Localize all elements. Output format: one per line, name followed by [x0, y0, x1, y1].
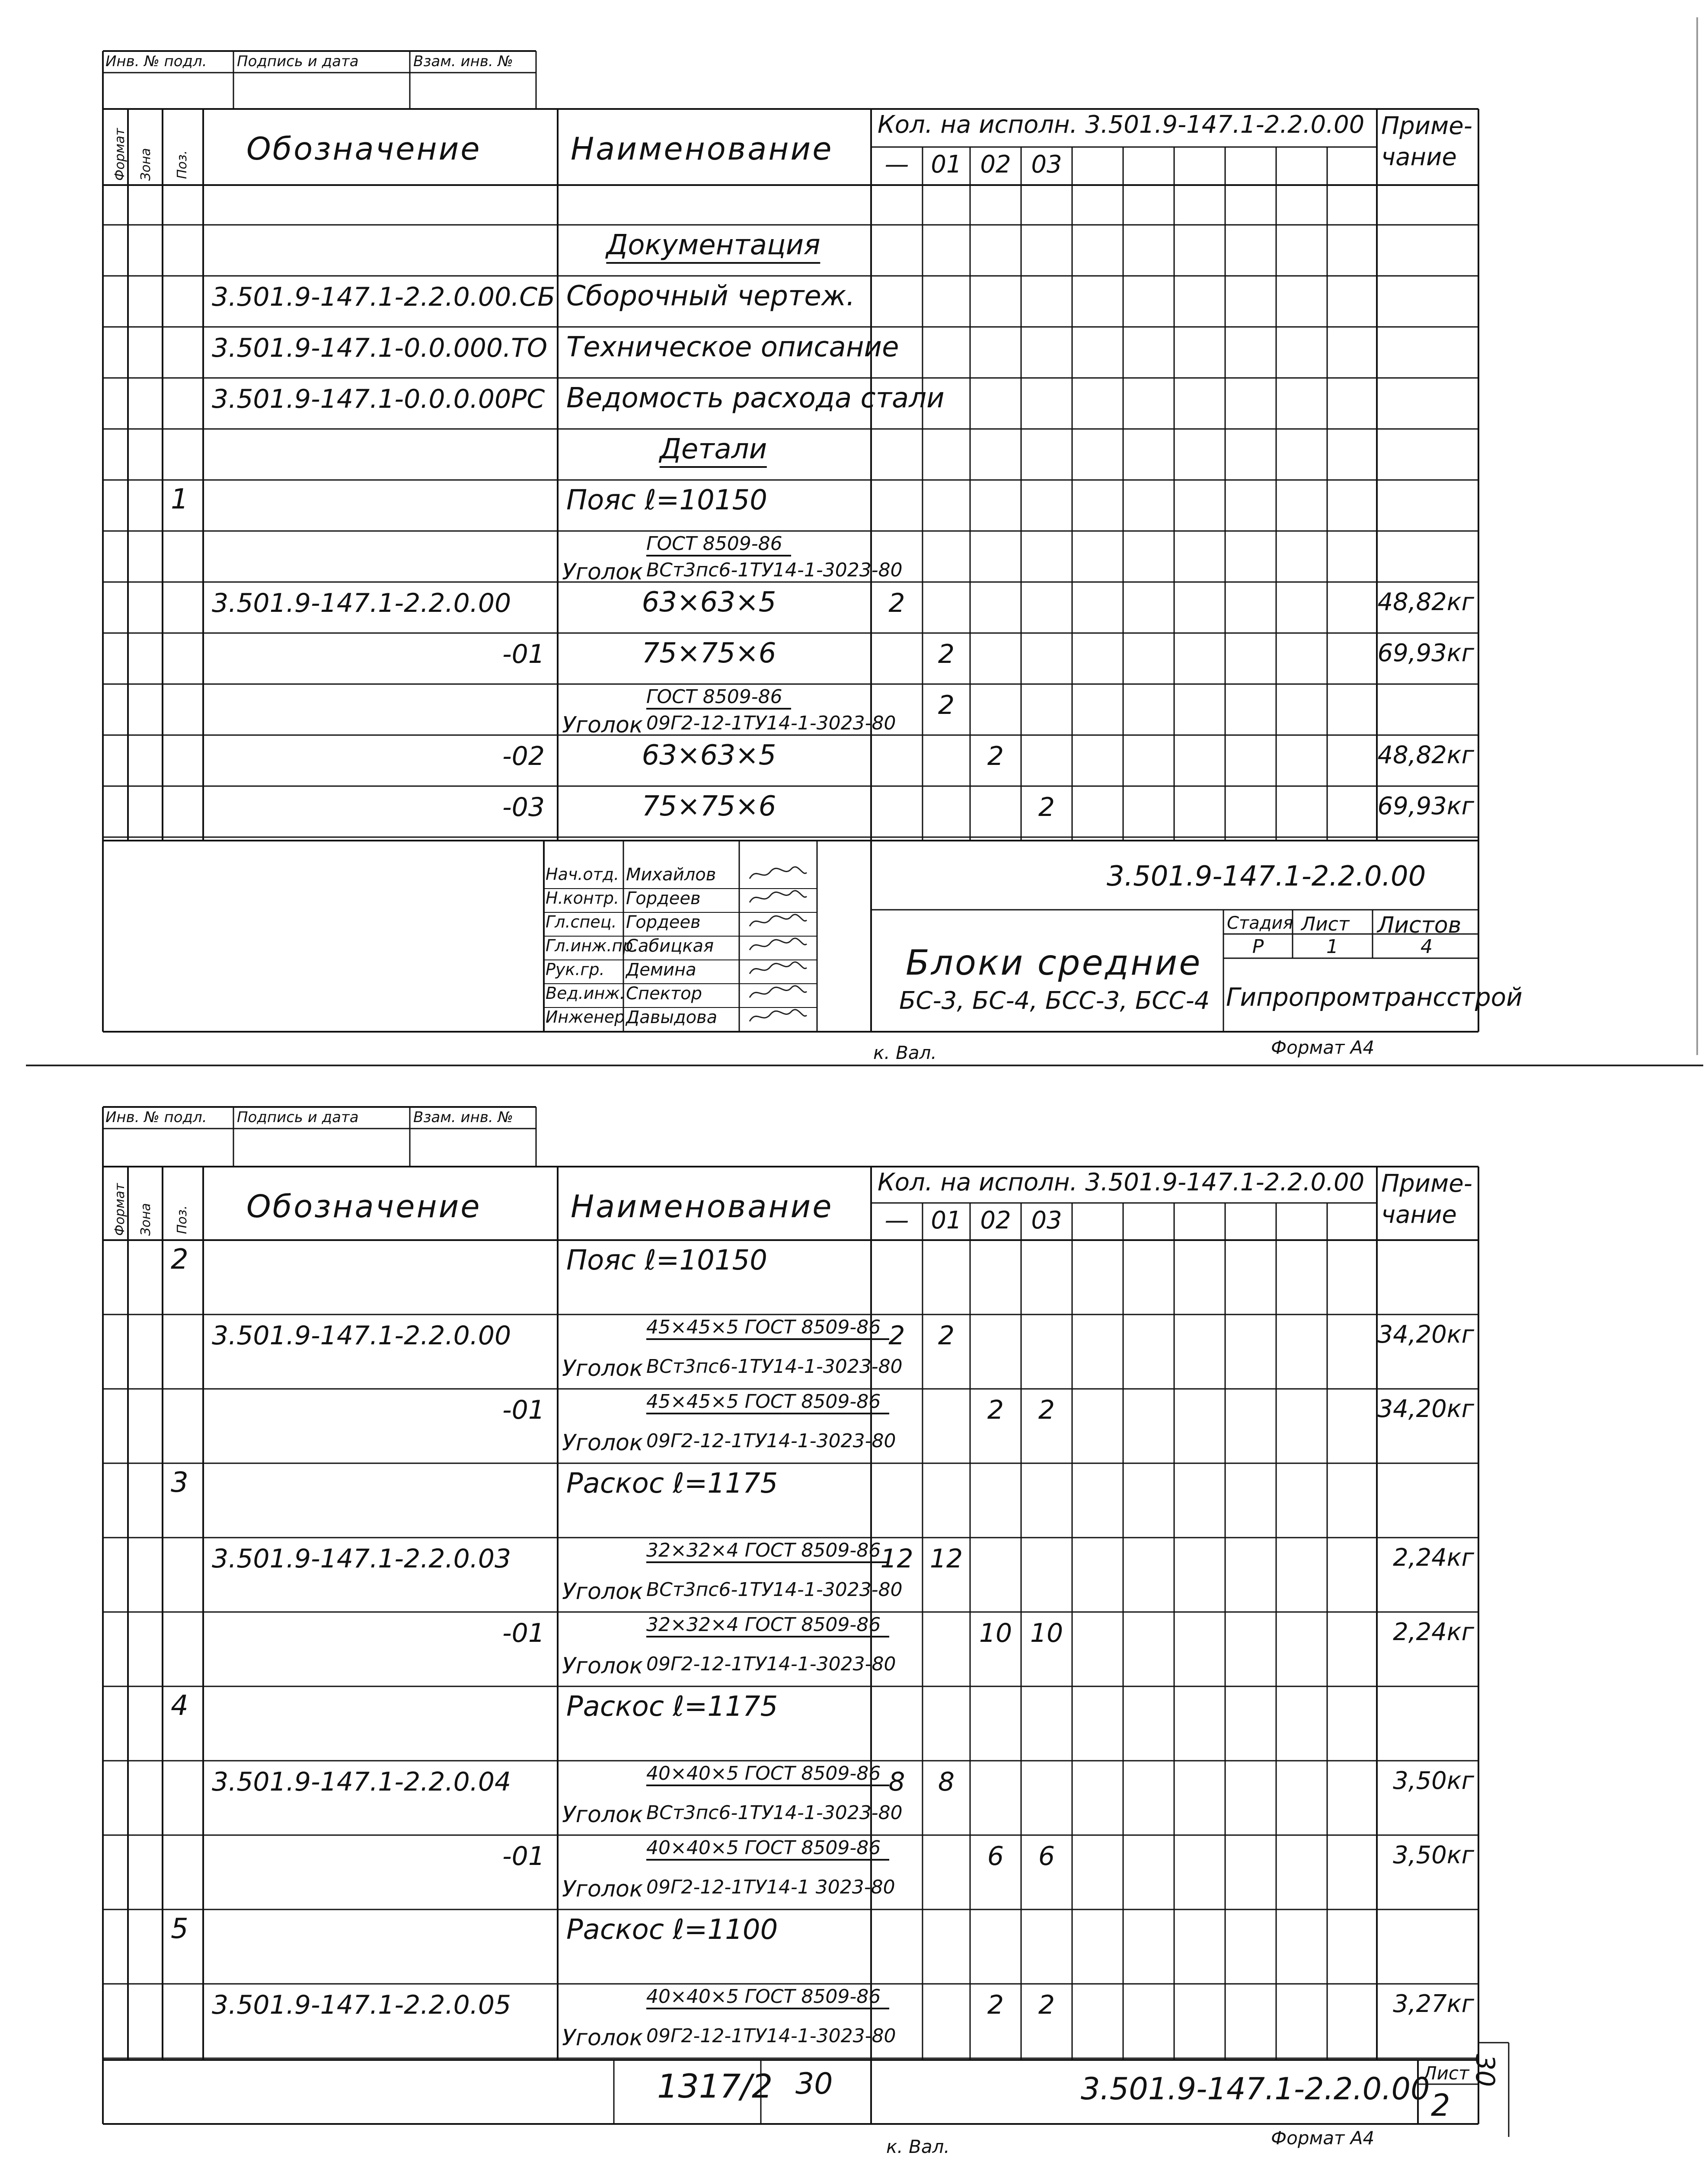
row-gost: 32×32×4 ГОСТ 8509-86	[646, 1539, 889, 1563]
stamp-listov: 4	[1421, 936, 1433, 958]
row-poz: 5	[171, 1913, 188, 1945]
row-mass: 2,24кг	[1393, 1618, 1474, 1646]
row-qty-k1: 12	[929, 1544, 963, 1574]
row-oboznachenie: 3.501.9-147.1-0.0.0.00РС	[212, 384, 545, 414]
strip-inv-podl: Инв. № подл.	[105, 1109, 207, 1126]
row-qty-k3: 6	[1038, 1841, 1055, 1871]
row-oboznachenie: -02	[502, 741, 545, 771]
hdr-kol-col-1: 01	[931, 1206, 962, 1235]
row-oboznachenie: 3.501.9-147.1-2.2.0.00	[212, 1321, 511, 1351]
stamp-stadia-label: Стадия	[1227, 913, 1293, 933]
sheet-1	[0, 0, 1708, 1072]
stamp-list: 2	[1431, 2088, 1450, 2123]
row-steel: 09Г2-12-1ТУ14-1-3023-80	[646, 2024, 896, 2047]
row-naimenovanie: 63×63×5	[642, 586, 776, 618]
hdr-kol-col-3: 03	[1031, 150, 1062, 179]
row-qty-k0: 2	[888, 588, 905, 618]
row-mass: 69,93кг	[1377, 792, 1474, 820]
row-naimenovanie: Детали	[660, 433, 767, 468]
hdr-primechanie: Приме- чание	[1381, 112, 1472, 171]
side-page-number: 30	[1470, 2054, 1500, 2087]
stamp-role: Нач.отд.	[546, 865, 619, 884]
stamp-role: Рук.гр.	[546, 960, 605, 979]
row-steel: ВСт3пс6-1ТУ14-1-3023-80	[646, 1578, 903, 1601]
hdr-format: Формат	[112, 1183, 128, 1236]
hdr-format: Формат	[112, 128, 128, 181]
row-ugolok: Уголок	[562, 1355, 643, 1382]
sheet-2	[0, 1090, 1708, 2162]
row-gost: 40×40×5 ГОСТ 8509-86	[646, 1986, 889, 2009]
row-qty-k0: 2	[888, 1321, 905, 1351]
row-oboznachenie: 3.501.9-147.1-2.2.0.00.СБ	[212, 282, 555, 312]
signature	[748, 983, 808, 1007]
row-mass: 48,82кг	[1377, 741, 1474, 769]
stamp-doc-number: 3.501.9-147.1-2.2.0.00	[1081, 2071, 1430, 2107]
row-oboznachenie: 3.501.9-147.1-2.2.0.05	[212, 1990, 511, 2020]
row-mass: 48,82кг	[1377, 588, 1474, 616]
stamp-list: 1	[1326, 936, 1338, 958]
row-naimenovanie: 75×75×6	[642, 790, 776, 822]
stamp-subtitle: БС-3, БС-4, БСС-3, БСС-4	[899, 987, 1210, 1015]
format-label: Формат А4	[1271, 2127, 1375, 2149]
stamp-role: Гл.спец.	[546, 912, 617, 931]
row-qty-k2: 2	[987, 1990, 1004, 2020]
row-qty-k2: 6	[987, 1841, 1004, 1871]
row-mass: 2,24кг	[1393, 1544, 1474, 1572]
spec-layer-1	[0, 0, 1708, 1072]
row-qty-k3: 2	[1038, 1990, 1055, 2020]
row-ugolok: Уголок	[562, 1801, 643, 1828]
row-mass: 34,20кг	[1377, 1395, 1474, 1423]
row-steel: 09Г2-12-1ТУ14-1-3023-80	[646, 1430, 896, 1452]
row-qty-k1: 2	[938, 690, 955, 720]
row-naimenovanie: Раскос ℓ=1175	[566, 1691, 778, 1723]
row-oboznachenie: 3.501.9-147.1-0.0.000.ТО	[212, 333, 548, 363]
strip-vzam: Взам. инв. №	[413, 53, 513, 70]
row-qty-k3: 10	[1030, 1618, 1063, 1648]
row-ugolok: Уголок	[562, 1578, 643, 1605]
row-qty-k2: 2	[987, 741, 1004, 771]
signature	[748, 935, 808, 959]
stamp-role: Инженер	[546, 1007, 625, 1027]
spec-layer-2	[0, 1090, 1708, 2162]
stamp-listov-label: Листов	[1377, 912, 1462, 938]
stamp-list-label: Лист	[1423, 2063, 1469, 2084]
signature	[748, 911, 808, 935]
row-mass: 3,50кг	[1393, 1841, 1474, 1869]
stamp-org: Гипропромтрансстрой	[1226, 982, 1523, 1012]
hdr-kol-title: Кол. на исполн. 3.501.9-147.1-2.2.0.00	[878, 111, 1365, 139]
row-mass: 69,93кг	[1377, 639, 1474, 667]
hdr-poz: Поз.	[175, 150, 190, 179]
row-steel: ВСт3пс6-1ТУ14-1-3023-80	[646, 559, 903, 581]
hdr-kol-col-1: 01	[931, 150, 962, 179]
hdr-oboznachenie: Обозначение	[246, 1188, 482, 1225]
row-naimenovanie: Пояс ℓ=10150	[566, 1244, 767, 1276]
row-naimenovanie: Техническое описание	[566, 331, 899, 363]
row-poz: 2	[171, 1244, 188, 1276]
hdr-zona: Зона	[138, 1203, 153, 1236]
stamp-page-number: 30	[795, 2067, 833, 2101]
signature	[748, 959, 808, 983]
stamp-name: Демина	[626, 960, 696, 980]
stamp-doc-number: 3.501.9-147.1-2.2.0.00	[1107, 860, 1426, 892]
row-mass: 34,20кг	[1377, 1321, 1474, 1349]
stamp-role: Вед.инж.	[546, 984, 625, 1003]
row-oboznachenie: -03	[502, 792, 545, 822]
row-oboznachenie: -01	[502, 1618, 545, 1648]
row-qty-k3: 2	[1038, 1395, 1055, 1425]
row-gost: 40×40×5 ГОСТ 8509-86	[646, 1762, 889, 1786]
page-right-edge	[1696, 17, 1698, 1055]
row-ugolok: Уголок	[562, 1876, 643, 1902]
hdr-naimenovanie: Наименование	[571, 1188, 833, 1225]
stamp-stadia: Р	[1252, 936, 1264, 958]
hdr-poz: Поз.	[175, 1205, 190, 1234]
hdr-zona: Зона	[138, 148, 153, 181]
row-steel: ВСт3пс6-1ТУ14-1-3023-80	[646, 1355, 903, 1378]
stamp-list-label: Лист	[1301, 913, 1350, 935]
stamp-title: Блоки средние	[906, 943, 1202, 983]
hdr-primechanie: Приме- чание	[1381, 1170, 1472, 1229]
row-naimenovanie: Раскос ℓ=1100	[566, 1914, 778, 1946]
row-mass: 3,27кг	[1393, 1990, 1474, 2018]
row-steel: ВСт3пс6-1ТУ14-1-3023-80	[646, 1801, 903, 1824]
row-mass: 3,50кг	[1393, 1767, 1474, 1795]
hdr-kol-col-3: 03	[1031, 1206, 1062, 1235]
row-oboznachenie: -01	[502, 1841, 545, 1871]
row-gost: 45×45×5 ГОСТ 8509-86	[646, 1391, 889, 1414]
strip-vzam: Взам. инв. №	[413, 1109, 513, 1126]
row-qty-k0: 12	[880, 1544, 913, 1574]
row-gost: ГОСТ 8509-86	[646, 686, 791, 710]
strip-podpis: Подпись и дата	[237, 1109, 359, 1126]
stamp-name: Гордеев	[626, 912, 701, 932]
strip-inv-podl: Инв. № подл.	[105, 53, 207, 70]
row-qty-k2: 10	[979, 1618, 1012, 1648]
row-oboznachenie: 3.501.9-147.1-2.2.0.00	[212, 588, 511, 618]
signature	[748, 864, 808, 888]
row-naimenovanie: Пояс ℓ=10150	[566, 484, 767, 516]
hdr-kol-title: Кол. на исполн. 3.501.9-147.1-2.2.0.00	[878, 1168, 1365, 1196]
row-naimenovanie: 63×63×5	[642, 739, 776, 771]
stamp-name: Давыдова	[626, 1007, 718, 1027]
signature	[748, 888, 808, 911]
format-label: Формат А4	[1271, 1037, 1375, 1058]
row-gost: 32×32×4 ГОСТ 8509-86	[646, 1614, 889, 1637]
row-qty-k2: 2	[987, 1395, 1004, 1425]
row-qty-k0: 8	[888, 1767, 905, 1797]
hdr-naimenovanie: Наименование	[571, 131, 833, 167]
row-steel: 09Г2-12-1ТУ14-1-3023-80	[646, 1653, 896, 1675]
row-oboznachenie: 3.501.9-147.1-2.2.0.04	[212, 1767, 511, 1797]
row-steel: 09Г2-12-1ТУ14-1-3023-80	[646, 712, 896, 734]
row-gost: ГОСТ 8509-86	[646, 533, 791, 556]
stamp-name: Спектор	[626, 984, 702, 1004]
kopiroval-mark: к. Вал.	[873, 1042, 937, 1063]
row-ugolok: Уголок	[562, 1430, 643, 1456]
stamp-name: Гордеев	[626, 889, 701, 908]
strip-podpis: Подпись и дата	[237, 53, 359, 70]
stamp-order-number: 1317/2	[657, 2067, 773, 2105]
row-poz: 1	[171, 483, 188, 515]
row-naimenovanie: Документация	[606, 229, 820, 264]
hdr-kol-col-0: —	[884, 1206, 909, 1235]
row-ugolok: Уголок	[562, 1653, 643, 1679]
signature	[748, 1007, 808, 1030]
stamp-role: Н.контр.	[546, 889, 619, 908]
row-oboznachenie: -01	[502, 639, 545, 669]
row-ugolok: Уголок	[562, 2024, 643, 2051]
row-poz: 4	[171, 1690, 188, 1722]
row-qty-k3: 2	[1038, 792, 1055, 822]
sheet-separator	[26, 1065, 1703, 1066]
stamp-name: Михайлов	[626, 865, 716, 885]
row-naimenovanie: Ведомость расхода стали	[566, 382, 945, 414]
hdr-kol-col-2: 02	[980, 1206, 1011, 1235]
stamp-name: Сабицкая	[626, 936, 714, 956]
hdr-kol-col-0: —	[884, 150, 909, 179]
row-gost: 45×45×5 ГОСТ 8509-86	[646, 1316, 889, 1340]
row-naimenovanie: Раскос ℓ=1175	[566, 1468, 778, 1500]
row-qty-k1: 2	[938, 1321, 955, 1351]
row-steel: 09Г2-12-1ТУ14-1 3023-80	[646, 1876, 895, 1898]
row-ugolok: Уголок	[562, 712, 643, 738]
hdr-oboznachenie: Обозначение	[246, 131, 482, 167]
stamp-role: Гл.инж.пр.	[546, 936, 639, 955]
row-qty-k1: 2	[938, 639, 955, 669]
row-qty-k1: 8	[938, 1767, 955, 1797]
row-oboznachenie: -01	[502, 1395, 545, 1425]
row-naimenovanie: 75×75×6	[642, 637, 776, 669]
hdr-kol-col-2: 02	[980, 150, 1011, 179]
row-poz: 3	[171, 1467, 188, 1499]
kopiroval-mark: к. Вал.	[886, 2136, 950, 2157]
row-gost: 40×40×5 ГОСТ 8509-86	[646, 1837, 889, 1861]
row-ugolok: Уголок	[562, 559, 643, 585]
row-naimenovanie: Сборочный чертеж.	[566, 280, 855, 312]
row-oboznachenie: 3.501.9-147.1-2.2.0.03	[212, 1544, 511, 1574]
